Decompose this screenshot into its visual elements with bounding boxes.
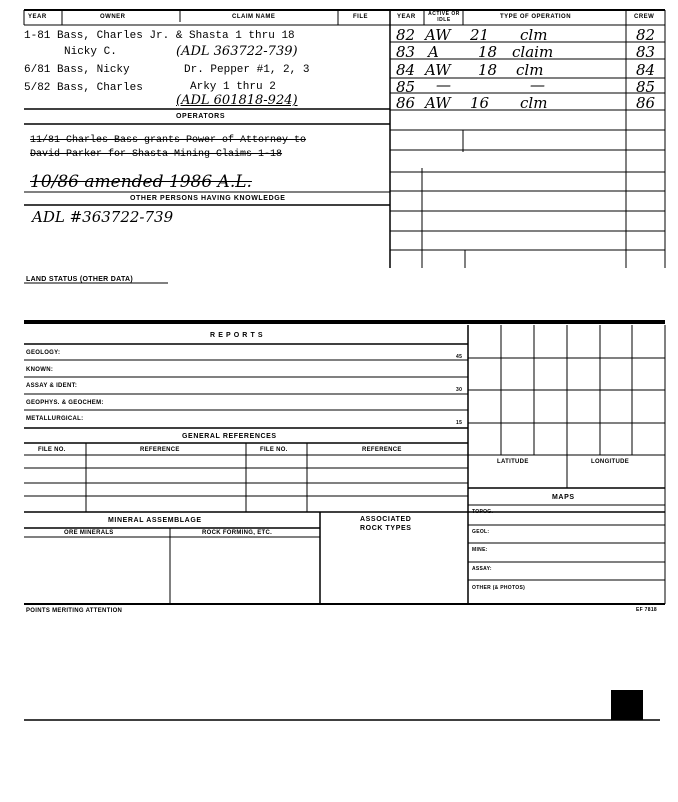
op-year-1: 82	[396, 26, 416, 44]
maps-title: MAPS	[552, 494, 575, 501]
op-count-1: 21	[470, 26, 490, 44]
longitude-label: LONGITUDE	[591, 459, 630, 465]
report-assay: ASSAY & IDENT:	[26, 383, 78, 389]
header-file: FILE	[353, 14, 368, 20]
gr-col-reference-1: REFERENCE	[140, 447, 180, 453]
report-assay-num: 30	[456, 387, 463, 393]
op-year-5: 86	[396, 94, 416, 112]
mineral-ore: ORE MINERALS	[64, 530, 114, 536]
mineral-rock-forming: ROCK FORMING, ETC.	[202, 530, 273, 536]
owner-row-3: 6/81 Bass, Nicky	[24, 64, 130, 76]
op-type-2: claim	[512, 43, 554, 61]
op-crew-3: 84	[636, 61, 656, 79]
op-year-2: 83	[396, 43, 416, 61]
op-status-5: AW	[425, 94, 451, 112]
claim-row-2: Dr. Pepper #1, 2, 3	[184, 64, 310, 76]
report-geology-num: 45	[456, 354, 463, 360]
op-year-4: 85	[396, 78, 416, 96]
report-metallurgical-num: 15	[456, 420, 463, 426]
operators-title: OPERATORS	[176, 113, 226, 120]
op-status-4: —	[436, 76, 451, 94]
op-count-3: 18	[478, 61, 498, 79]
header-owner: OWNER	[100, 14, 126, 20]
gr-col-reference-2: REFERENCE	[362, 447, 402, 453]
owner-row-2: Nicky C.	[64, 46, 117, 58]
op-count-5: 16	[470, 94, 490, 112]
op-type-4: —	[530, 76, 545, 94]
mineral-title: MINERAL ASSEMBLAGE	[108, 517, 202, 524]
op-type-1: clm	[520, 26, 548, 44]
rock-types-label: ROCK TYPES	[360, 525, 412, 532]
associated-label: ASSOCIATED	[360, 516, 412, 523]
maps-topog: TOPOG.	[472, 509, 494, 515]
op-crew-1: 82	[636, 26, 656, 44]
operators-amended: 10/86 amended 1986 A.L.	[30, 172, 252, 192]
maps-mine: MINE:	[472, 547, 488, 553]
op-status-1: AW	[425, 26, 451, 44]
owner-row-4: 5/82 Bass, Charles	[24, 82, 143, 94]
report-geology: GEOLOGY:	[26, 350, 61, 356]
owner-row-1: 1-81 Bass, Charles Jr. & Shasta 1 thru 18	[24, 30, 295, 42]
header-active-or-idle: ACTIVE OR IDLE	[428, 11, 460, 23]
general-references-title: GENERAL REFERENCES	[182, 433, 277, 440]
knowledge-entry: ADL #363722-739	[32, 208, 174, 226]
op-crew-5: 86	[636, 94, 656, 112]
registration-mark	[611, 690, 643, 720]
op-crew-4: 85	[636, 78, 656, 96]
header-type-of-operation: TYPE OF OPERATION	[500, 14, 572, 20]
knowledge-title: OTHER PERSONS HAVING KNOWLEDGE	[130, 195, 286, 202]
header-claim-name: CLAIM NAME	[232, 14, 276, 20]
report-known: KNOWN:	[26, 367, 54, 373]
land-status-label: LAND STATUS (OTHER DATA)	[26, 276, 134, 283]
maps-geol: GEOL:	[472, 529, 490, 535]
operators-line-2: David Parker for Shasta Mining Claims 1-18	[30, 149, 283, 160]
form-number: EF 7818	[636, 607, 658, 613]
op-type-5: clm	[520, 94, 548, 112]
op-status-3: AW	[425, 61, 451, 79]
report-metallurgical: METALLURGICAL:	[26, 416, 84, 422]
header-crew: CREW	[634, 14, 655, 20]
op-status-2: A	[428, 43, 439, 61]
points-meriting-attention: POINTS MERITING ATTENTION	[26, 608, 123, 614]
op-type-3: clm	[516, 61, 544, 79]
header-year-2: YEAR	[397, 14, 416, 20]
claim-row-4: (ADL 601818-924)	[176, 93, 298, 108]
op-crew-2: 83	[636, 43, 656, 61]
claim-row-1: (ADL 363722-739)	[176, 44, 298, 59]
maps-assay: ASSAY:	[472, 566, 492, 572]
gr-col-file-no-1: FILE NO.	[38, 447, 66, 453]
latitude-label: LATITUDE	[497, 459, 529, 465]
header-year: YEAR	[28, 14, 47, 20]
reports-title: R E P O R T S	[210, 332, 264, 339]
claim-row-3: Arky 1 thru 2	[190, 81, 276, 93]
report-geophys: GEOPHYS. & GEOCHEM:	[26, 400, 104, 406]
operators-line-1: 11/81 Charles Bass grants Power of Attorney to	[30, 135, 307, 146]
gr-col-file-no-2: FILE NO.	[260, 447, 288, 453]
maps-other: OTHER (& PHOTOS)	[472, 585, 526, 591]
op-year-3: 84	[396, 61, 416, 79]
op-count-2: 18	[478, 43, 498, 61]
